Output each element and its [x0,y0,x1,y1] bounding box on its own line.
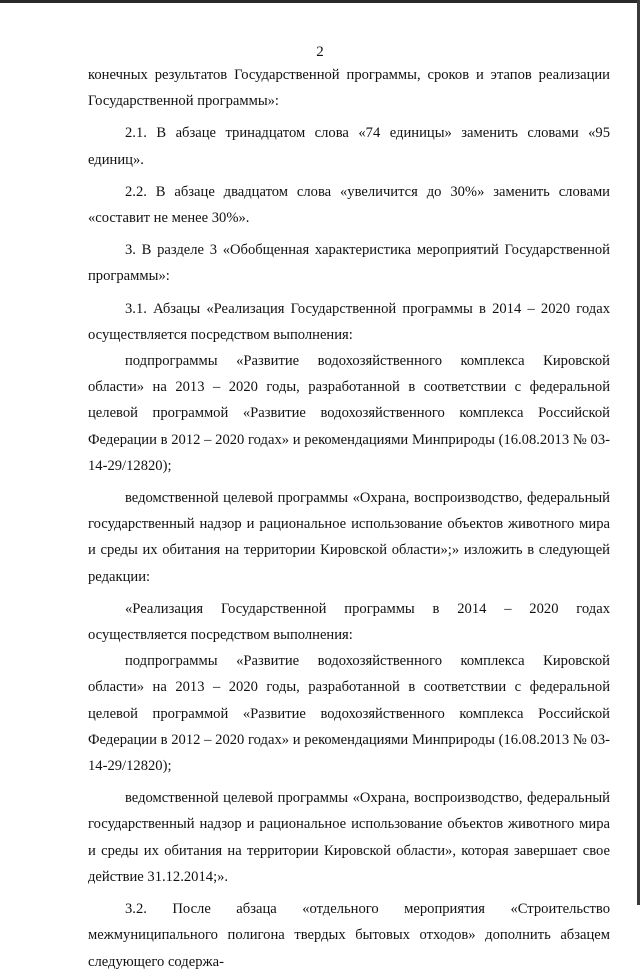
paragraph-subprogram-new: подпрограммы «Развитие водохозяйственного комплекса Кировской области» на 2013 – 2020 годы, разработанной в соответствии с федеральной целевой программой «Развитие водохозяйственного комплекса Российской Федерации в 2012 – 2020 годах» и рекомендациями Минприроды (16.08.2013 № 03-14-29/12820); [88,653,610,775]
paragraph-continuation: конечных результатов Государственной программы, сроков и этапов реализации Государственной программы»: [88,67,610,110]
paragraph-departmental-old: ведомственной целевой программы «Охрана, воспроизводство, федеральный государственный надзор и рациональное использование объектов животного мира и среды их обитания на территории Кировской области»;» изложить в следующей редакции: [88,490,610,585]
paragraph-2-1: 2.1. В абзаце тринадцатом слова «74 единицы» заменить словами «95 единиц». [88,125,610,168]
paragraph-departmental-new: ведомственной целевой программы «Охрана, воспроизводство, федеральный государственный надзор и рациональное использование объектов животного мира и среды их обитания на территории Кировской области», которая завершает свое действие 31.12.2014;». [88,790,610,885]
paragraph-3-2: 3.2. После абзаца «отдельного мероприятия «Строительство межмуниципального полигона твердых бытовых отходов» дополнить абзацем следующего содержа- [88,901,610,970]
page-number: 2 [316,44,324,60]
paragraph-subprogram-old: подпрограммы «Развитие водохозяйственного комплекса Кировской области» на 2013 – 2020 годы, разработанной в соответствии с федеральной целевой программой «Развитие водохозяйственного комплекса Российской Федерации в 2012 – 2020 годах» и рекомендациями Минприроды (16.08.2013 № 03-14-29/12820); [88,353,610,474]
paragraph-new-edition: «Реализация Государственной программы в 2014 – 2020 годах осуществляется посредством выполнения: [88,600,610,644]
document-body [88,62,610,975]
paragraph-2-2: 2.2. В абзаце двадцатом слова «увеличится до 30%» заменить словами «составит не менее 30%». [88,183,610,227]
paragraph-3: 3. В разделе 3 «Обобщенная характеристика мероприятий Государственной программы»: [88,242,610,285]
top-scan-border [0,0,640,3]
paragraph-3-1: 3.1. Абзацы «Реализация Государственной программы в 2014 – 2020 годах осуществляется посредством выполнения: [88,300,610,343]
